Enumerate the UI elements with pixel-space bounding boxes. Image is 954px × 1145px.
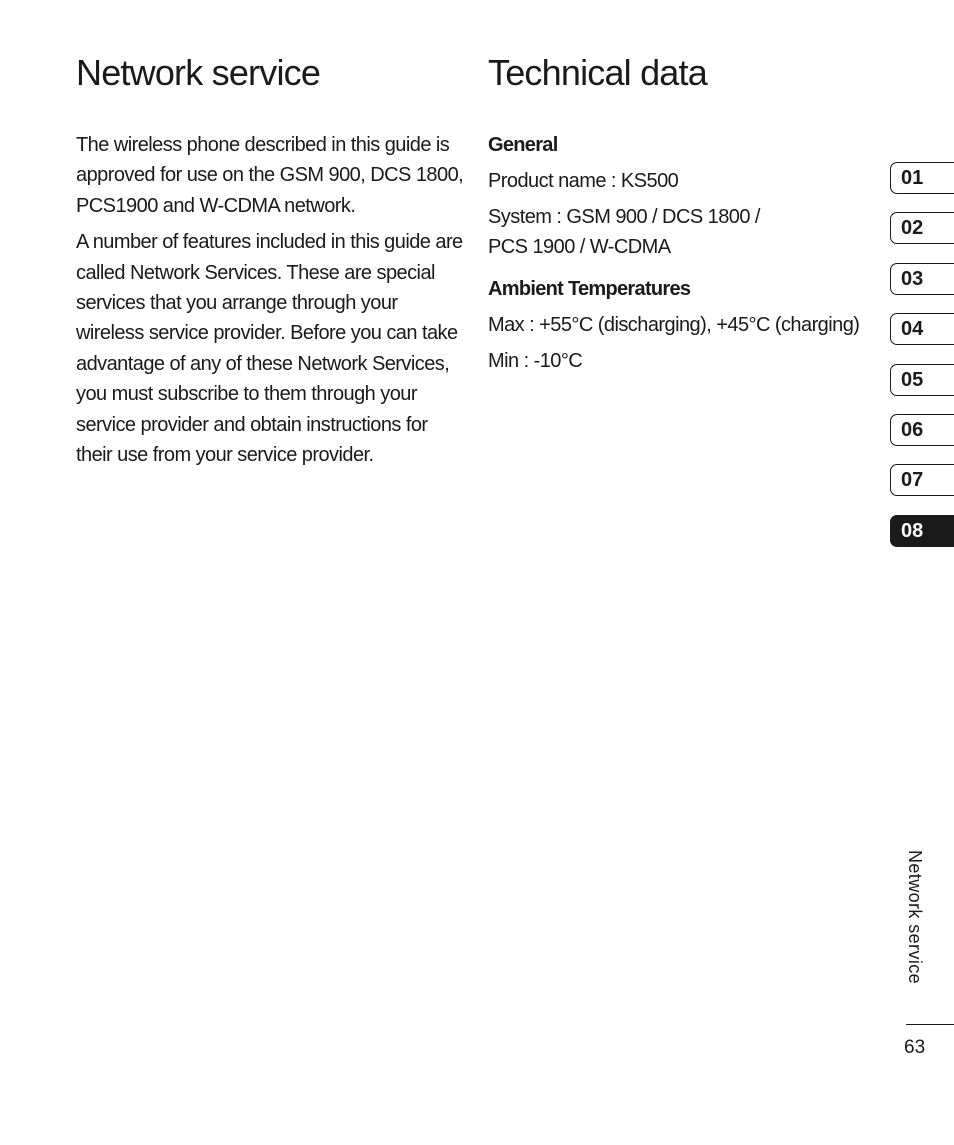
paragraph-network-services: A number of features included in this guide are called Network Services. These are special services that you arrange through your wireless service provider. Before you can take advantage of any of these Network Services, you must subscribe to them through your service provider and obtain instructions for their use from your service provider. — [76, 231, 463, 467]
page-number: 63 — [904, 1037, 926, 1058]
chapter-tab-02[interactable]: 02 — [890, 212, 954, 244]
footer-divider — [906, 1024, 954, 1025]
system-info — [488, 202, 878, 262]
page-title-network-service: Network service — [76, 52, 321, 93]
chapter-tabs — [890, 162, 954, 565]
paragraph-approval: The wireless phone described in this guide is approved for use on the GSM 900, DCS 1800, PCS1900 and W-CDMA network. — [76, 134, 464, 217]
chapter-tab-07[interactable]: 07 — [890, 464, 954, 496]
chapter-tab-05[interactable]: 05 — [890, 364, 954, 396]
chapter-tab-08[interactable]: 08 — [890, 515, 954, 547]
ambient-temperatures-heading: Ambient Temperatures — [488, 278, 691, 300]
system-line-1: System : GSM 900 / DCS 1800 / — [488, 206, 760, 228]
general-heading: General — [488, 134, 558, 156]
min-temperature: Min : -10°C — [488, 350, 583, 372]
technical-data-body — [488, 130, 878, 382]
section-label: Network service — [905, 850, 925, 985]
chapter-tab-04[interactable]: 04 — [890, 313, 954, 345]
system-line-2: PCS 1900 / W-CDMA — [488, 236, 671, 258]
chapter-tab-01[interactable]: 01 — [890, 162, 954, 194]
chapter-tab-03[interactable]: 03 — [890, 263, 954, 295]
max-temperature: Max : +55°C (discharging), +45°C (charging) — [488, 314, 860, 336]
network-service-body — [76, 130, 464, 476]
product-name: Product name : KS500 — [488, 170, 679, 192]
page-title-technical-data: Technical data — [488, 52, 707, 93]
chapter-tab-06[interactable]: 06 — [890, 414, 954, 446]
